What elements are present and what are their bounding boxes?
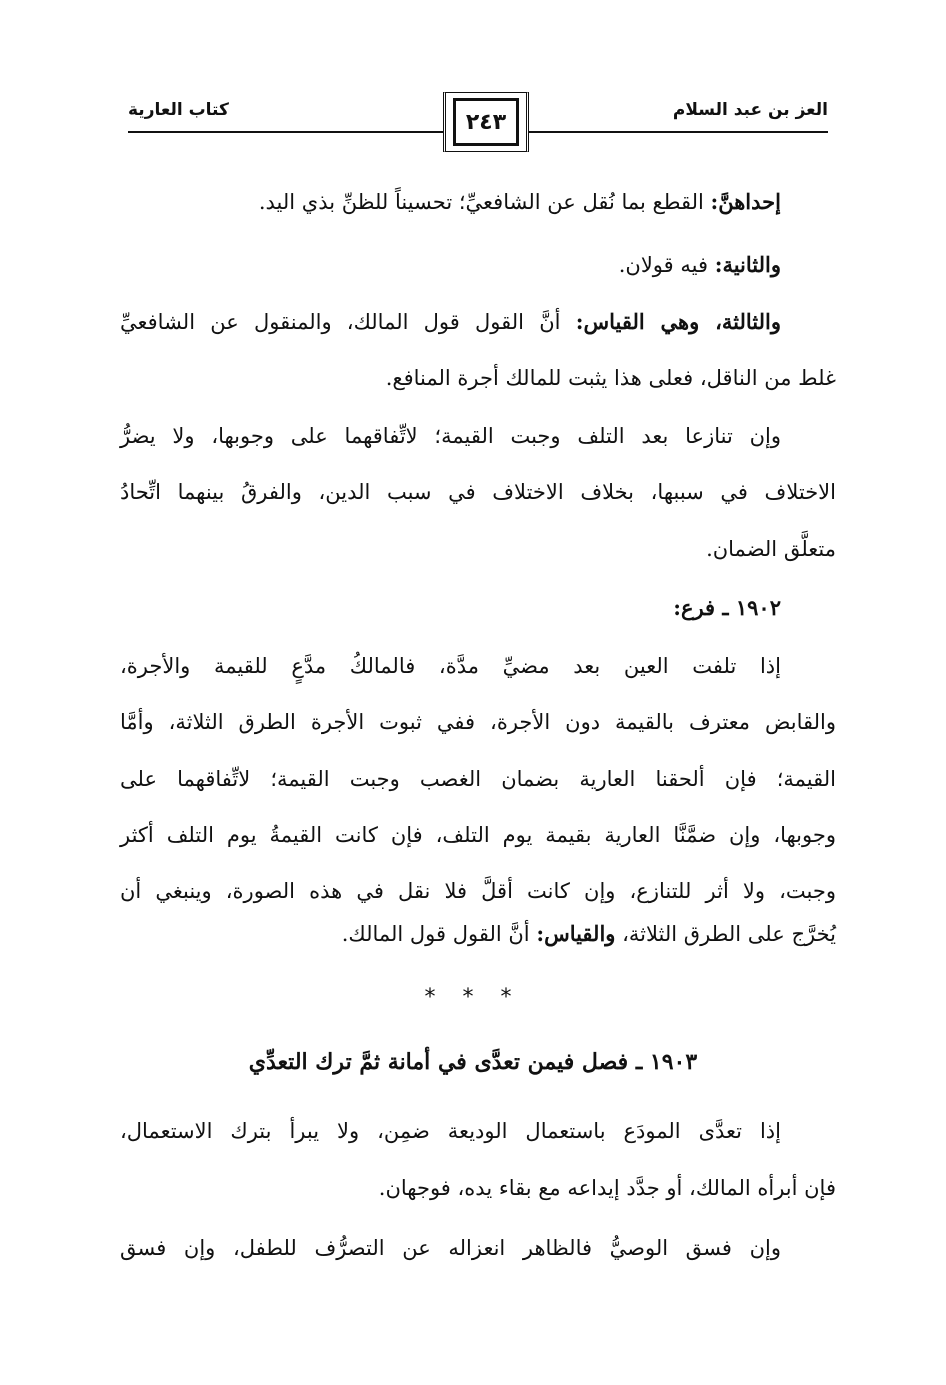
running-header-book-section: كتاب العارية	[128, 100, 229, 120]
body-line-6	[120, 476, 836, 508]
line-label: إحداهنَّ:	[710, 189, 781, 214]
body-line-9	[120, 650, 781, 682]
line-label: والثالثة، وهي القياس:	[575, 309, 781, 334]
line-text: أنَّ القول قول المالك، والمنقول عن الشافعيِّ	[120, 310, 576, 334]
section-1902-heading	[120, 592, 781, 624]
line-text: إذا تعدَّى المودَع باستعمال الوديعة ضمِن، ولا يبرأ بترك الاستعمال،	[120, 1119, 781, 1143]
page-number: ٢٤٣	[453, 98, 519, 146]
running-header-author: العز بن عبد السلام	[672, 100, 828, 120]
line-text: وجبت، ولا أثر للتنازع، وإن كانت أقلَّ فلا نقل في هذه الصورة، وينبغي أن	[120, 879, 836, 903]
line-label: والثانية:	[714, 252, 781, 277]
body-line-1	[120, 186, 781, 218]
line-text: الاختلاف في سببها، بخلاف الاختلاف في سبب الدين، والفرقُ بينهما اتِّحادُ	[120, 480, 836, 504]
line-text: متعلَّق الضمان.	[706, 537, 836, 561]
body-line-4	[120, 362, 836, 394]
line-text: إذا تلفت العين بعد مضيِّ مدَّة، فالمالكُ مدَّعٍ للقيمة والأجرة،	[120, 654, 781, 678]
line-text: وإن تنازعا بعد التلف وجبت القيمة؛ لاتِّفاقهما على وجوبها، ولا يضرُّ	[120, 424, 781, 448]
line-text: غلط من الناقل، فعلى هذا يثبت للمالك أجرة المنافع.	[385, 366, 836, 390]
body-line-10	[120, 706, 836, 738]
line-text: فيه قولان.	[618, 253, 715, 277]
line-text: القطع بما نُقل عن الشافعيِّ؛ تحسيناً للظنِّ بذي اليد.	[258, 190, 711, 214]
line-text: القيمة؛ فإن ألحقنا العارية بضمان الغصب وجبت القيمة؛ لاتِّفاقهما على	[120, 767, 836, 791]
body-line-14	[120, 918, 836, 950]
page-number-frame	[443, 92, 529, 152]
body-line-12	[120, 819, 836, 851]
body-line-13	[120, 875, 836, 907]
body-line-15	[120, 1115, 781, 1147]
body-line-17	[120, 1232, 781, 1264]
body-line-2	[120, 249, 781, 281]
line-label: والقياس:	[536, 921, 616, 946]
line-text: أنَّ القول قول المالك.	[341, 922, 537, 946]
line-text: والقابض معترف بالقيمة دون الأجرة، ففي ثبوت الأجرة الطرق الثلاثة، وأمَّا	[120, 710, 836, 734]
line-text: يُخرَّج على الطرق الثلاثة،	[615, 922, 836, 946]
section-label: ١٩٠٢ ـ فرع:	[673, 595, 781, 620]
body-line-7	[120, 533, 836, 565]
body-line-5	[120, 420, 781, 452]
body-line-11	[120, 763, 836, 795]
body-line-3	[120, 306, 781, 338]
section-separator-stars: * * *	[424, 985, 522, 1010]
body-line-16	[120, 1172, 836, 1204]
line-text: وجوبها، وإن ضمَّنَّا العارية بقيمة يوم التلف، فإن كانت القيمةُ يوم التلف أكثر	[120, 823, 836, 847]
line-text: وإن فسق الوصيُّ فالظاهر انعزاله عن التصرُّف للطفل، وإن فسق	[120, 1236, 781, 1260]
section-1903-title: ١٩٠٣ ـ فصل فيمن تعدَّى في أمانة ثمَّ ترك التعدِّي	[248, 1049, 698, 1075]
line-text: فإن أبرأه المالك، أو جدَّد إيداعه مع بقاء يده، فوجهان.	[378, 1176, 836, 1200]
